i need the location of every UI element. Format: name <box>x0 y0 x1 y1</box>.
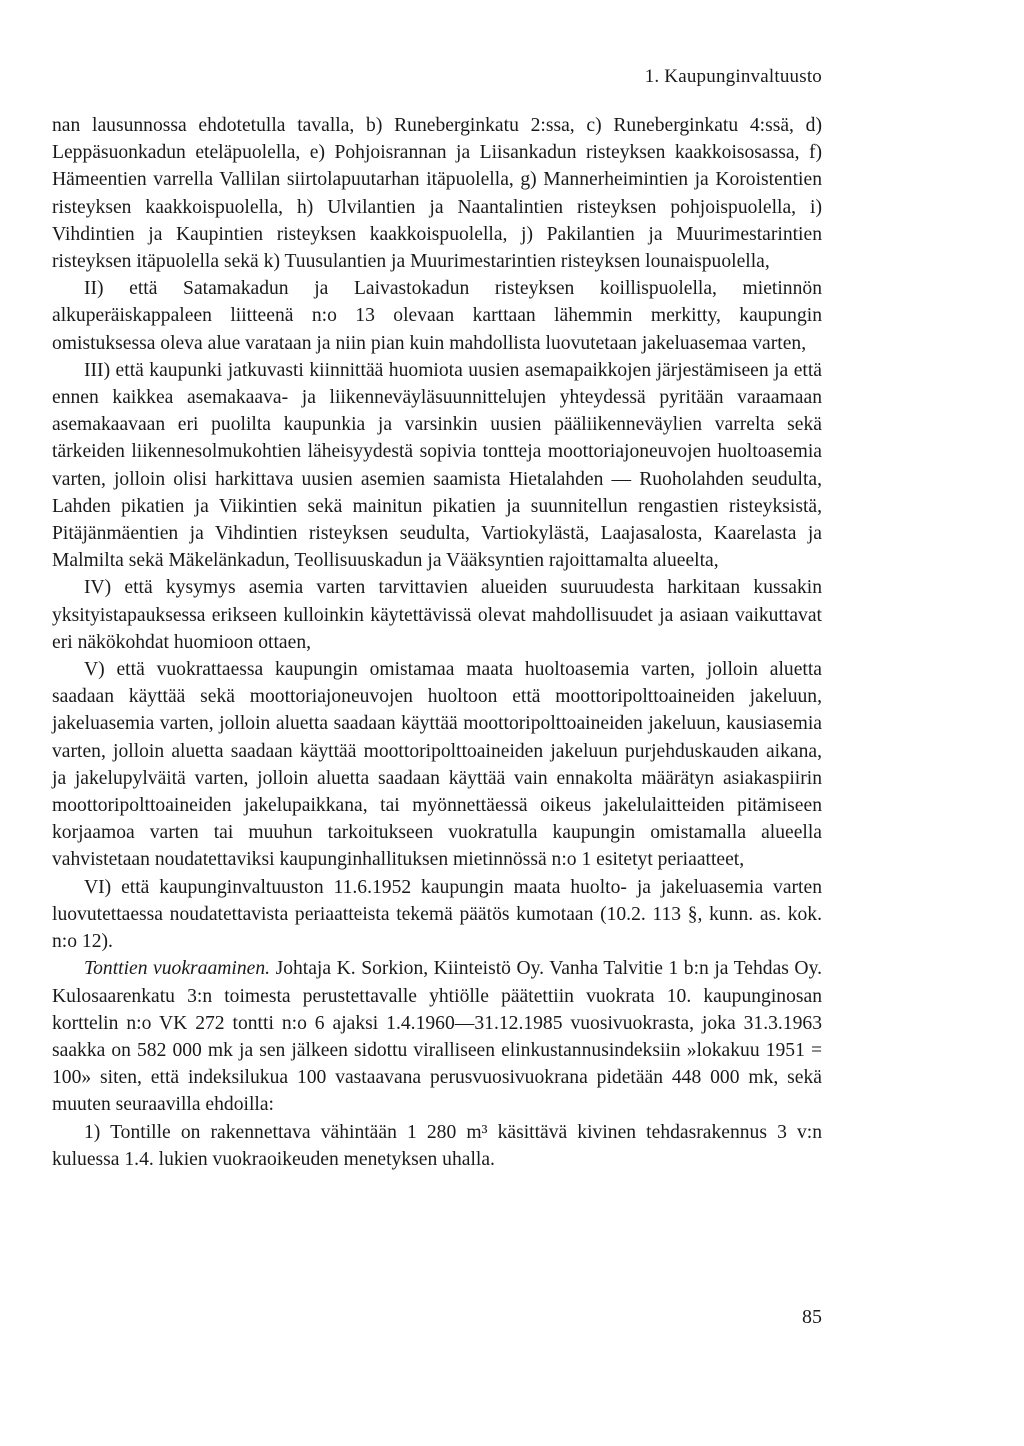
paragraph-tonttien-vuokraaminen <box>52 955 822 1118</box>
paragraph-continuation: nan lausunnossa ehdotetulla tavalla, b) Runeberginkatu 2:ssa, c) Runeberginkatu 4:ssä, d) Leppäsuonkadun eteläpuolella, e) Pohjoisrannan ja Liisankadun risteyksen kaakkoisosassa, f) Hämeentien varrella Vallilan siirtolapuutarhan itäpuolella, g) Mannerheimintien ja Koroistentien risteyksen kaakkoispuolella, h) Ulvilantien ja Naantalintien risteyksen pohjoispuolella, i) Vihdintien ja Kaupintien risteyksen kaakkoispuolella, j) Pakilantien ja Muurimestarintien risteyksen itäpuolella sekä k) Tuusulantien ja Muurimestarintien risteyksen lounaispuolella, <box>52 115 822 273</box>
paragraph-v: V) että vuokrattaessa kaupungin omistamaa maata huoltoasemia varten, jolloin aluetta saadaan käyttää sekä moottoriajoneuvojen huoltoon että moottoripolttoaineiden jakeluun, jakeluasemia varten, jolloin aluetta saadaan käyttää moottoripolttoaineiden jakeluun, kausiasemia varten, jolloin aluetta saadaan käyttää moottoripolttoaineiden jakeluun purjehduskauden aikana, ja jakelupylväitä varten, jolloin aluetta saadaan käyttää vain ennakolta määrätyn asiakaspiirin moottoripolttoaineiden jakelupaikkana, tai myönnettäessä oikeus jakelulaitteiden pitämiseen korjaamoa varten tai muuhun tarkoitukseen vuokratulla kaupungin omistamalla alueella vahvistetaan noudatettaviksi kaupunginhallituksen mietinnössä n:o 1 esitetyt periaatteet, <box>52 659 822 871</box>
running-header: 1. Kaupunginvaltuusto <box>644 66 822 87</box>
paragraph-ii: II) että Satamakadun ja Laivastokadun risteyksen koillispuolella, mietinnön alkuperäiskappaleen liitteenä n:o 13 olevaan karttaan lähemmin merkitty, kaupungin omistuksessa oleva alue varataan ja niin pian kuin mahdollista luovutetaan jakeluasemaa varten, <box>52 278 822 354</box>
paragraph-iv: IV) että kysymys asemia varten tarvittavien alueiden suuruudesta harkitaan kussakin yksityistapauksessa erikseen kulloinkin käytettävissä olevat mahdollisuudet ja asiaan vaikuttavat eri näkökohdat huomioon ottaen, <box>52 577 822 653</box>
page-number: 85 <box>802 1306 822 1328</box>
paragraph-vi: VI) että kaupunginvaltuuston 11.6.1952 kaupungin maata huolto- ja jakeluasemia varten luovutettaessa noudatettavista periaatteista tekemä päätös kumotaan (10.2. 113 §, kunn. as. kok. n:o 12). <box>52 876 822 953</box>
section-text: Johtaja K. Sorkion, Kiinteistö Oy. Vanha Talvitie 1 b:n ja Tehdas Oy. Kulosaarenkatu 3:n toimesta perustettavalle yhtiölle päätettiin vuokrata 10. kaupunginosan korttelin n:o VK 272 tontti n:o 6 ajaksi 1.4.1960—31.12.1985 vuosivuokrasta, joka 31.3.1963 saakka on 582 000 mk ja sen jälkeen sidottu viralliseen elinkustannusindeksiin »lokakuu 1951 = 100» siten, että indeksilukua 100 vastaavana perusvuosivuokrana pidetään 448 000 mk, sekä muuten seuraavilla ehdoilla: <box>52 958 822 1116</box>
body-text <box>52 112 822 1173</box>
section-heading: Tonttien vuokraaminen. <box>84 958 271 980</box>
paragraph-iii: III) että kaupunki jatkuvasti kiinnittää huomiota uusien asemapaikkojen järjestämiseen ja että ennen kaikkea asemakaava- ja liikenneväyläsuunnittelujen yhteydessä pyritään varaamaan asemakaavaan eri puolilta kaupunkia ja varsinkin uusien pääliikenneväylien varrelta sekä tärkeiden liikennesolmukohtien läheisyydestä sopivia tontteja moottoriajoneuvojen huoltoasemia varten, jolloin olisi harkittava uusien asemien saamista Hietalahden — Ruoholahden seudulta, Lahden pikatien ja Viikintien sekä mainitun pikatien ja suunnitellun rengastien risteyksistä, Pitäjänmäentien ja Vihdintien risteyksen seudulta, Vartiokylästä, Laajasalosta, Kaarelasta ja Malmilta sekä Mäkelänkadun, Teollisuuskadun ja Vääksyntien rajoittamalta alueelta, <box>52 359 822 572</box>
paragraph-condition-1: 1) Tontille on rakennettava vähintään 1 280 m³ käsittävä kivinen tehdasrakennus 3 v:n kuluessa 1.4. lukien vuokraoikeuden menetyksen uhalla. <box>52 1121 822 1170</box>
